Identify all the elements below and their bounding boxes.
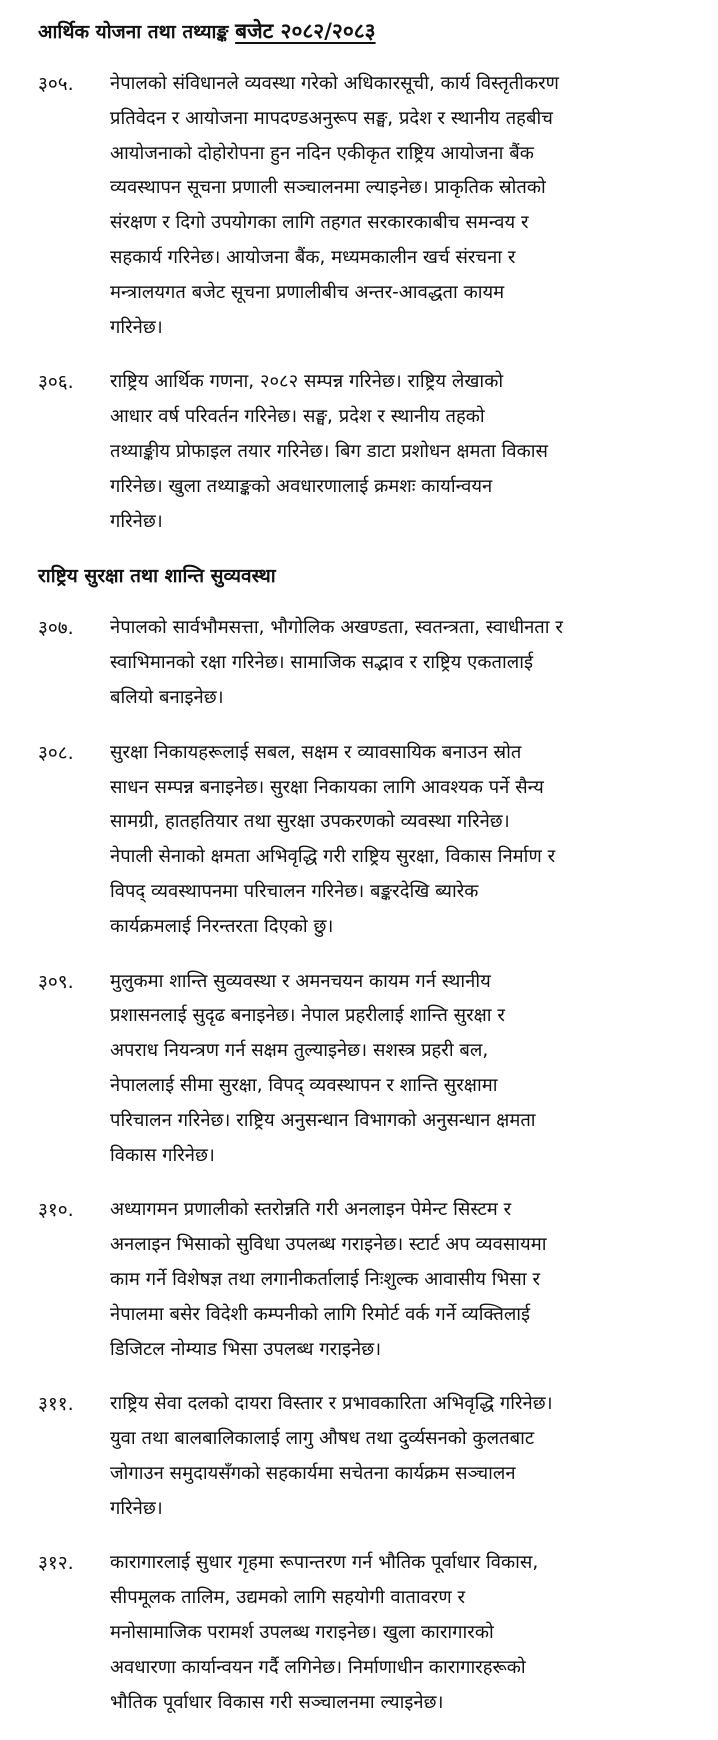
paragraph-text (110, 736, 658, 945)
text-line: गरिनेछ। खुला तथ्याङ्कको अवधारणालाई क्रमशः कार्यान्वयन (110, 475, 493, 497)
text-line: आधार वर्ष परिवर्तन गरिनेछ। सङ्घ, प्रदेश र स्थानीय तहको (110, 406, 485, 428)
paragraph-310 (38, 1193, 658, 1367)
page-header (38, 14, 658, 49)
text-line: राष्ट्रिय आर्थिक गणना, २०८२ सम्पन्न गरिनेछ। राष्ट्रिय लेखाको (110, 371, 504, 393)
text-line: प्रशासनलाई सुदृढ बनाइनेछ। नेपाल प्रहरीलाई शान्ति सुरक्षा र (110, 1005, 505, 1027)
text-line: अपराध नियन्त्रण गर्न सक्षम तुल्याइनेछ। सशस्त्र प्रहरी बल, (110, 1040, 489, 1062)
text-line: स्वाभिमानको रक्षा गरिनेछ। सामाजिक सद्भाव र राष्ट्रिय एकतालाई (110, 652, 533, 674)
text-line: सीपमूलक तालिम, उद्यमको लागि सहयोगी वातावरण र (110, 1587, 466, 1609)
paragraph-number: ३०७. (38, 617, 74, 640)
text-line: भौतिक पूर्वाधार विकास गरी सञ्चालनमा ल्याइनेछ। (110, 1691, 444, 1713)
text-line: अवधारणा कार्यान्वयन गर्दै लगिनेछ। निर्माणाधीन कारागारहरूको (110, 1656, 526, 1678)
text-line: कारागारलाई सुधार गृहमा रूपान्तरण गर्न भौतिक पूर्वाधार विकास, (110, 1552, 539, 1574)
text-line: नेपालमा बसेर विदेशी कम्पनीको लागि रिमोर्ट वर्क गर्ने व्यक्तिलाई (110, 1303, 531, 1325)
text-line: बलियो बनाइनेछ। (110, 686, 224, 708)
paragraph-text (110, 1387, 658, 1526)
text-line: प्रतिवेदन र आयोजना मापदण्डअनुरूप सङ्घ, प्रदेश र स्थानीय तहबीच (110, 107, 553, 129)
paragraph-number: ३०९. (38, 970, 74, 993)
text-line: सहकार्य गरिनेछ। आयोजना बैंक, मध्यमकालीन खर्च संरचना र (110, 246, 516, 268)
section-heading: राष्ट्रिय सुरक्षा तथा शान्ति सुव्यवस्था (38, 565, 276, 588)
paragraph-text (110, 67, 658, 345)
text-line: नेपाली सेनाको क्षमता अभिवृद्धि गरी राष्ट्रिय सुरक्षा, विकास निर्माण र (110, 846, 556, 868)
text-line: राष्ट्रिय सेवा दलको दायरा विस्तार र प्रभावकारिता अभिवृद्धि गरिनेछ। (110, 1393, 553, 1415)
text-line: काम गर्ने विशेषज्ञ तथा लगानीकर्तालाई निःशुल्क आवासीय भिसा र (110, 1268, 540, 1290)
paragraph-311 (38, 1387, 658, 1526)
text-line: सुरक्षा निकायहरूलाई सबल, सक्षम र व्यावसायिक बनाउन स्रोत (110, 741, 522, 763)
text-line: जोगाउन समुदायसँगको सहकार्यमा सचेतना कार्यक्रम सञ्चालन (110, 1462, 516, 1484)
text-line: विपद् व्यवस्थापनमा परिचालन गरिनेछ। बङ्करदेखि ब्यारेक (110, 880, 479, 902)
text-line: मन्त्रालयगत बजेट सूचना प्रणालीबीच अन्तर-आवद्धता कायम (110, 281, 505, 303)
paragraph-number: ३११. (38, 1393, 74, 1416)
text-line: गरिनेछ। (110, 1497, 163, 1519)
text-line: परिचालन गरिनेछ। राष्ट्रिय अनुसन्धान विभागको अनुसन्धान क्षमता (110, 1109, 536, 1131)
text-line: व्यवस्थापन सूचना प्रणाली सञ्चालनमा ल्याइनेछ। प्राकृतिक स्रोतको (110, 177, 546, 199)
text-line: संरक्षण र दिगो उपयोगका लागि तहगत सरकारकाबीच समन्वय र (110, 212, 529, 234)
text-line: सामग्री, हातहतियार तथा सुरक्षा उपकरणको व्यवस्था गरिनेछ। (110, 811, 510, 833)
paragraph-number: ३०८. (38, 741, 74, 764)
paragraph-307 (38, 611, 658, 715)
paragraph-text (110, 1193, 658, 1367)
paragraph-number: ३०५. (38, 73, 74, 95)
header-budget: बजेट २०८२/२०८३ (235, 19, 376, 43)
text-line: डिजिटल नोम्याड भिसा उपलब्ध गराइनेछ। (110, 1338, 382, 1360)
text-line: अनलाइन भिसाको सुविधा उपलब्ध गराइनेछ। स्टार्ट अप व्यवसायमा (110, 1234, 547, 1256)
paragraph-number: ३१०. (38, 1199, 74, 1222)
text-line: आयोजनाको दोहोरोपना हुन नदिन एकीकृत राष्ट्रिय आयोजना बैंक (110, 142, 534, 164)
paragraph-number: ३०६. (38, 371, 74, 394)
header-title: आर्थिक योजना तथा तथ्याङ्क (38, 21, 229, 43)
text-line: कार्यक्रमलाई निरन्तरता दिएको छु। (110, 915, 334, 937)
text-line: साधन सम्पन्न बनाइनेछ। सुरक्षा निकायका लागि आवश्यक पर्ने सैन्य (110, 776, 544, 798)
paragraph-305 (38, 67, 658, 345)
text-line: तथ्याङ्कीय प्रोफाइल तयार गरिनेछ। बिग डाटा प्रशोधन क्षमता विकास (110, 440, 548, 462)
text-line: मनोसामाजिक परामर्श उपलब्ध गराइनेछ। खुला कारागारको (110, 1622, 494, 1644)
paragraph-number: ३१२. (38, 1552, 74, 1575)
text-line: नेपालको सार्वभौमसत्ता, भौगोलिक अखण्डता, स्वतन्त्रता, स्वाधीनता र (110, 617, 563, 639)
text-line: नेपालको संविधानले व्यवस्था गरेको अधिकारसूची, कार्य विस्तृतीकरण (110, 73, 559, 94)
text-line: विकास गरिनेछ। (110, 1144, 215, 1166)
paragraph-308 (38, 736, 658, 945)
text-line: गरिनेछ। (110, 510, 163, 532)
text-line: अध्यागमन प्रणालीको स्तरोन्नति गरी अनलाइन पेमेन्ट सिस्टम र (110, 1199, 512, 1221)
paragraph-312 (38, 1546, 658, 1720)
document-page (38, 14, 658, 1740)
paragraph-text (110, 365, 658, 539)
paragraph-309 (38, 965, 658, 1174)
text-line: नेपाललाई सीमा सुरक्षा, विपद् व्यवस्थापन र शान्ति सुरक्षामा (110, 1074, 498, 1096)
text-line: मुलुकमा शान्ति सुव्यवस्था र अमनचयन कायम गर्न स्थानीय (110, 970, 491, 992)
text-line: युवा तथा बालबालिकालाई लागु औषध तथा दुर्व्यसनको कुलतबाट (110, 1428, 535, 1450)
paragraph-306 (38, 365, 658, 539)
text-line: गरिनेछ। (110, 316, 163, 338)
paragraph-text (110, 611, 658, 715)
paragraph-text (110, 965, 658, 1174)
paragraph-text (110, 1546, 658, 1720)
